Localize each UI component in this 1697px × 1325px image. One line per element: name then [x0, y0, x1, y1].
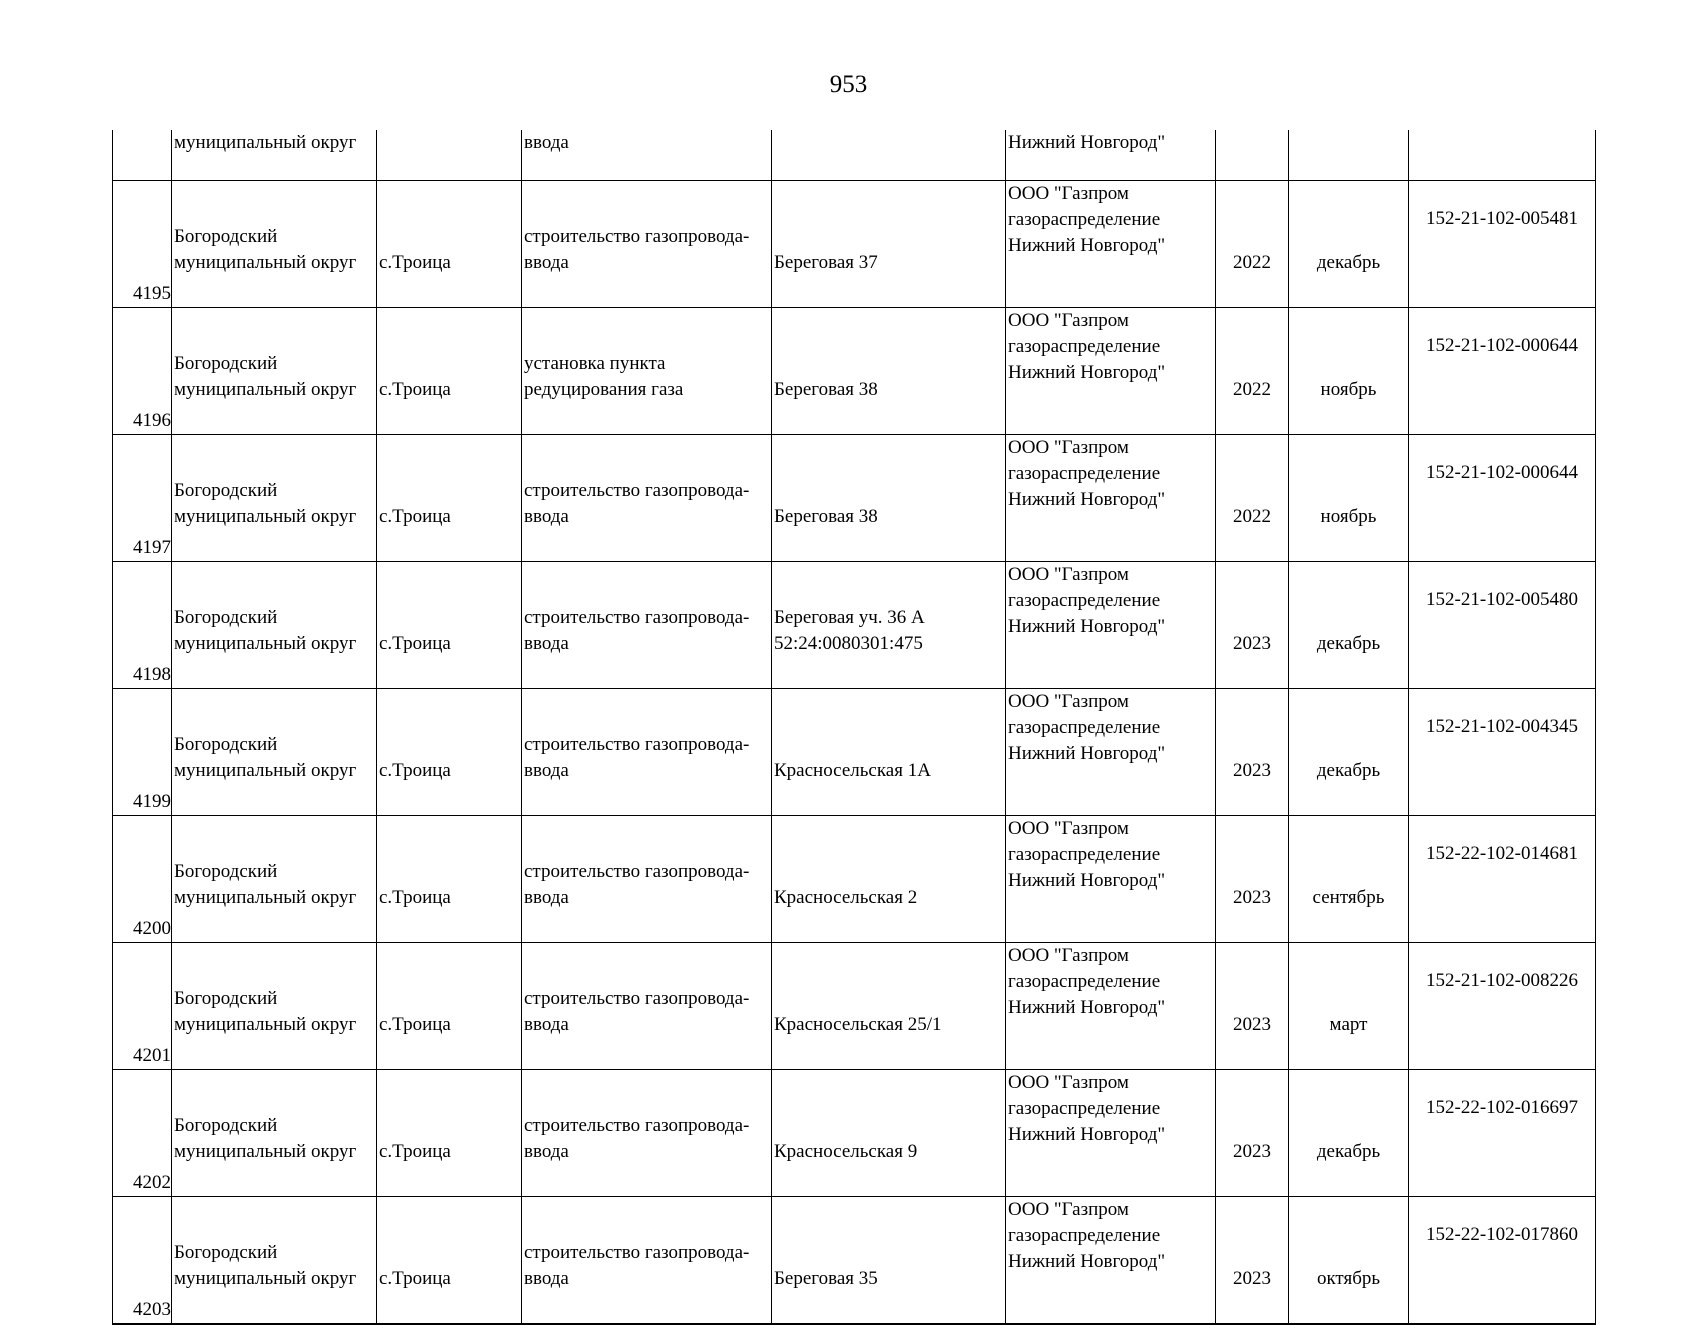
cell-month — [1289, 130, 1409, 181]
cell-month: декабрь — [1289, 689, 1409, 816]
cell-year: 2022 — [1216, 181, 1289, 308]
cell-address: Красносельская 2 — [772, 816, 1006, 943]
cell-district: Богородский муниципальный округ — [172, 1070, 377, 1197]
cell-month: ноябрь — [1289, 435, 1409, 562]
cell-work: установка пункта редуцирования газа — [522, 308, 772, 435]
table-row — [113, 816, 1596, 943]
cell-district: Богородский муниципальный округ — [172, 943, 377, 1070]
continuation-row — [113, 130, 1596, 181]
cell-code: 152-21-102-005481 — [1409, 181, 1596, 308]
cell-num: 4197 — [113, 435, 172, 562]
cell-work: строительство газопровода- ввода — [522, 435, 772, 562]
cell-year: 2023 — [1216, 816, 1289, 943]
cell-code: 152-21-102-005480 — [1409, 562, 1596, 689]
cell-work: строительство газопровода- ввода — [522, 1197, 772, 1325]
cell-num: 4199 — [113, 689, 172, 816]
cell-address: Береговая 37 — [772, 181, 1006, 308]
cell-work: строительство газопровода- ввода — [522, 689, 772, 816]
cell-num: 4203 — [113, 1197, 172, 1325]
cell-code: 152-21-102-008226 — [1409, 943, 1596, 1070]
cell-num: 4201 — [113, 943, 172, 1070]
cell-month: декабрь — [1289, 181, 1409, 308]
cell-district: Богородский муниципальный округ — [172, 435, 377, 562]
cell-district: Богородский муниципальный округ — [172, 562, 377, 689]
cell-code: 152-21-102-004345 — [1409, 689, 1596, 816]
cell-address: Красносельская 1А — [772, 689, 1006, 816]
cell-work: строительство газопровода- ввода — [522, 1070, 772, 1197]
cell-locality: с.Троица — [377, 816, 522, 943]
cell-locality — [377, 130, 522, 181]
cell-code: 152-21-102-000644 — [1409, 435, 1596, 562]
cell-month: сентябрь — [1289, 816, 1409, 943]
cell-year: 2022 — [1216, 435, 1289, 562]
cell-district: Богородский муниципальный округ — [172, 181, 377, 308]
table-row — [113, 435, 1596, 562]
cell-org: ООО "Газпром газораспределение Нижний Новгород" — [1006, 1070, 1216, 1197]
cell-num: 4202 — [113, 1070, 172, 1197]
cell-month: март — [1289, 943, 1409, 1070]
table-row — [113, 943, 1596, 1070]
cell-district: Богородский муниципальный округ — [172, 816, 377, 943]
cell-work: строительство газопровода- ввода — [522, 943, 772, 1070]
cell-address: Красносельская 9 — [772, 1070, 1006, 1197]
cell-num — [113, 130, 172, 181]
cell-num: 4198 — [113, 562, 172, 689]
cell-year: 2023 — [1216, 689, 1289, 816]
cell-district: муниципальный округ — [172, 130, 377, 181]
cell-locality: с.Троица — [377, 1197, 522, 1325]
cell-org: ООО "Газпром газораспределение Нижний Новгород" — [1006, 943, 1216, 1070]
cell-address: Береговая 38 — [772, 435, 1006, 562]
cell-org: Нижний Новгород" — [1006, 130, 1216, 181]
cell-org: ООО "Газпром газораспределение Нижний Новгород" — [1006, 689, 1216, 816]
cell-year: 2023 — [1216, 562, 1289, 689]
cell-locality: с.Троица — [377, 1070, 522, 1197]
cell-address: Береговая 38 — [772, 308, 1006, 435]
cell-month: октябрь — [1289, 1197, 1409, 1325]
cell-code: 152-21-102-000644 — [1409, 308, 1596, 435]
cell-work: строительство газопровода- ввода — [522, 562, 772, 689]
cell-year: 2023 — [1216, 1070, 1289, 1197]
table-row — [113, 689, 1596, 816]
cell-year: 2023 — [1216, 943, 1289, 1070]
cell-district: Богородский муниципальный округ — [172, 689, 377, 816]
cell-month: декабрь — [1289, 562, 1409, 689]
cell-num: 4200 — [113, 816, 172, 943]
cell-num: 4195 — [113, 181, 172, 308]
cell-org: ООО "Газпром газораспределение Нижний Новгород" — [1006, 1197, 1216, 1325]
table-row — [113, 308, 1596, 435]
cell-locality: с.Троица — [377, 181, 522, 308]
cell-locality: с.Троица — [377, 308, 522, 435]
cell-org: ООО "Газпром газораспределение Нижний Новгород" — [1006, 308, 1216, 435]
cell-code: 152-22-102-017860 — [1409, 1197, 1596, 1325]
cell-locality: с.Троица — [377, 943, 522, 1070]
cell-year — [1216, 130, 1289, 181]
cell-work: строительство газопровода- ввода — [522, 816, 772, 943]
cell-locality: с.Троица — [377, 562, 522, 689]
cell-address — [772, 130, 1006, 181]
cell-address: Береговая уч. 36 А 52:24:0080301:475 — [772, 562, 1006, 689]
cell-month: ноябрь — [1289, 308, 1409, 435]
cell-org: ООО "Газпром газораспределение Нижний Новгород" — [1006, 816, 1216, 943]
cell-district: Богородский муниципальный округ — [172, 308, 377, 435]
table-row — [113, 562, 1596, 689]
cell-work: ввода — [522, 130, 772, 181]
cell-org: ООО "Газпром газораспределение Нижний Новгород" — [1006, 435, 1216, 562]
cell-org: ООО "Газпром газораспределение Нижний Новгород" — [1006, 562, 1216, 689]
cell-address: Береговая 35 — [772, 1197, 1006, 1325]
cell-address: Красносельская 25/1 — [772, 943, 1006, 1070]
cell-locality: с.Троица — [377, 435, 522, 562]
cell-locality: с.Троица — [377, 689, 522, 816]
cell-work: строительство газопровода- ввода — [522, 181, 772, 308]
cell-code: 152-22-102-014681 — [1409, 816, 1596, 943]
table-row — [113, 1197, 1596, 1325]
cell-code — [1409, 130, 1596, 181]
table-row — [113, 181, 1596, 308]
page-number: 953 — [829, 71, 868, 98]
cell-month: декабрь — [1289, 1070, 1409, 1197]
cell-num: 4196 — [113, 308, 172, 435]
table-row — [113, 1070, 1596, 1197]
cell-code: 152-22-102-016697 — [1409, 1070, 1596, 1197]
gas-works-table — [112, 130, 1596, 1325]
cell-year: 2023 — [1216, 1197, 1289, 1325]
cell-org: ООО "Газпром газораспределение Нижний Новгород" — [1006, 181, 1216, 308]
cell-year: 2022 — [1216, 308, 1289, 435]
cell-district: Богородский муниципальный округ — [172, 1197, 377, 1325]
